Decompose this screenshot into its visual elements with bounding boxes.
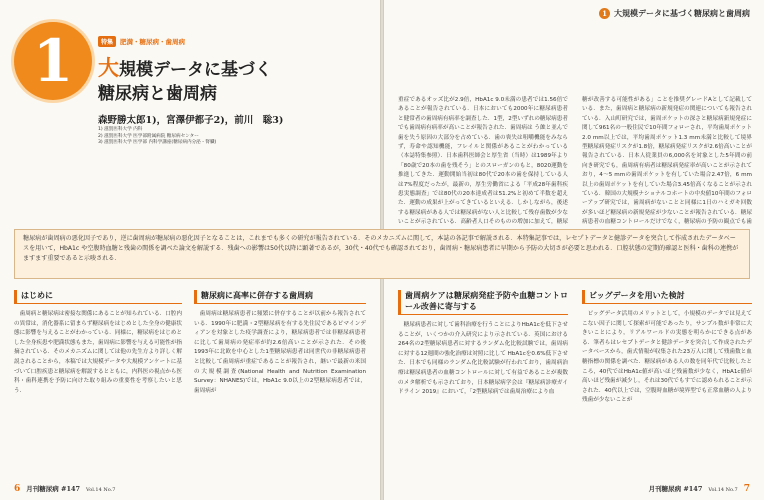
concurrent-heading: 糖尿病に高率に併存する歯周病 bbox=[194, 290, 366, 304]
intro-text: 歯周病と糖尿病は密接な関係にあることが知られている．口腔内の異常は，消化器系に留まらず糖尿病をはじめとした全身の健康状態に影響を与えることがわかっている．同様に，糖尿病をはじめとした全身疾患や肥満状態もまた，歯周病に影響を与える可能性が指摘されている．そのメカニズムに関しては他の先生方より詳しく解説されることから，本稿では大規模データや大規模アンケートに基づいて口腔疾患と糖尿病を解説するとともに，内科医の視点から医科・歯科連携を予防に向けた取り組みの重要性を考察したいと思う． bbox=[14, 311, 182, 394]
affiliations bbox=[98, 127, 216, 147]
title-line1: 規模データに基づく bbox=[119, 60, 272, 80]
right-top-column-1 bbox=[398, 96, 568, 226]
category-tag: 特集 bbox=[98, 36, 116, 47]
authors: 森野勝太郎1)，宮澤伊都子2)，前川 聡3) bbox=[98, 115, 284, 126]
right-footer bbox=[649, 484, 750, 494]
running-title: 大規模データに基づく糖尿病と歯周病 bbox=[614, 8, 750, 18]
title-line2: 糖尿病と歯周病 bbox=[98, 84, 217, 104]
category-text: 肥満・糖尿病・歯周病 bbox=[120, 38, 186, 46]
chapter-number-badge: 1 bbox=[14, 22, 92, 100]
left-page-number: 6 bbox=[14, 484, 21, 494]
bigdata-heading: ビッグデータを用いた検討 bbox=[582, 290, 752, 304]
right-page-number: 7 bbox=[743, 484, 750, 494]
affiliation-3: 3) 滋賀医科大学 医学部 内科学講座(糖尿病内分泌・腎臓) bbox=[98, 140, 217, 145]
chapter-number-icon: 1 bbox=[599, 8, 610, 19]
abstract-box: 糖尿病が歯周病の悪化因子であり，逆に歯周病が糖尿病の悪化因子となることは，これまでも多くの研究が報告されている．そのメカニズムに関して，本誌の各記事で解説される．本特集記事では，レセプトデータと健診データを突合して作成されたデータベースを用いて，HbA1c や空腹時血糖と残歯の関係を調べた論文を解説する．残歯への影響は50代以降に顕著であるが，30代・40代でも確認されており，歯周病・糖尿病患者に早期から予防の大切さが必要と思われる．口腔状態の定期的確認と医科・歯科の連携がますます重要であると示唆される． bbox=[14, 229, 750, 279]
care-heading: 歯周病ケアは糖尿病発症予防や血糖コントロール改善に寄与する bbox=[398, 290, 568, 315]
care-column bbox=[398, 290, 568, 480]
affiliation-1: 1) 滋賀医科大学 内科 bbox=[98, 127, 143, 132]
right-top-text-1: 重症であるオッズ比が2.9倍，HbA1c 9.0未満の患者では1.56倍であることが報告されている．日本においても2000年に糖尿病患者と健常者の歯周病有病率を調査した．1型，2型いずれの糖尿病患者でも歯周病有病率が高いことが報告された．歯周病は う蝕と並んで歯を失う原因の大部分を占めている．歯の喪失は咀嚼機能をみならず，寿命や認知機能，フレイルと関係があることがわかっている（本誌特集参照）．日本歯科医師会と厚生省（当時）は1989年より「80歳で20本の歯を残そう」とのスローガンのもと，8020運動を推進してきた．運動開始当初は80代で20本の歯を保持している人は7%程度だったが，最新の，厚生労働省による「平成28年歯科疾患実態調査」では80代の20本達成者は51.2%と初めて半数を超えた．運動の成果が上がってきているといえる．しかしながら，後述する糖尿病がある人では糖尿病がない人と比較して残存歯数が少ないことが示されている．高齢者人口そのものの増加に加えて，糖尿 bbox=[398, 97, 568, 226]
category-label bbox=[98, 36, 185, 47]
right-top-text-2: 糖が改善する可能性がある」ことを推奨グレードAとして記載している．また，歯周病と糖尿病の新規発症の関連についても報告されている．入山町研究では，歯周ポケットの深さと糖尿病新規発症に関して961名の一般住民で10年間フォローされ，平均歯周ポケット2.0 mm以上では，平均歯周ポケット1.3 mm未満と比較して境界型糖尿病発症リスクが1.8倍，糖尿病発症リスクが2.6倍高いことが報告されている．日本人従業員の6,000名を対象とした5年間の前向き研究でも，歯周病有病者は糖尿病発症率が高いことが示されており，4～5 mmの歯周ポケットを有していた場合2.47倍，6 mm以上の歯周ポケットを有していた場合3.45倍高くなることが示されている．韓国の大規模ナショナルコホートの中央値10年間のフォローアップ研究では，歯周病がないことと同様に1日のハミガキ回数が多いほど糖尿病の新規発症が少ないことが報告されている．糖尿病患者の血糖コントロールだけでなく，糖尿病の予防の観点でも歯 bbox=[582, 97, 752, 226]
left-footer bbox=[14, 484, 115, 494]
bigdata-text: ビッグデータ活用のメリットとして，小規模のデータでは見えてこない因子に関して探索が可能であったり，サンプル数が非常に大きいことにより，リアルワールドの実態を明らかにできる点がある．筆者らはレセプトデータと健診データを突合して作成されたデータベースから，歯式情報が収集された23万人に関して残歯数と血糖指標の関係を調べた．糖尿病がある人の数を同年代で比較したところ，40代ではHbA1c値が高いほど残歯数が少なく，HbA1c値が高いほど残歯が減少し，それは30代でもすでに認められることが示された．40代以上では，空腹時血糖が境界型でも正常血糖の人より残歯が少ないことが bbox=[582, 311, 752, 404]
right-journal: 月刊糖尿病 #147 bbox=[648, 485, 703, 493]
running-header bbox=[599, 8, 750, 19]
bigdata-column bbox=[582, 290, 752, 480]
left-volume: Vol.14 No.7 bbox=[86, 487, 116, 493]
intro-column bbox=[14, 290, 182, 480]
right-volume: Vol.14 No.7 bbox=[708, 487, 738, 493]
article-title bbox=[98, 56, 378, 106]
concurrent-text: 歯周病は糖尿病患者に頻繁に併存することが以前から報告されている．1990年に肥満・2型糖尿病を有する先住民であるピマインディアンを対象とした疫学調査により，糖尿病患者では非糖尿病患者に比して歯周病の発症率が約2.6倍高いことが示された．その後1993年に北欧を中心とした1型糖尿病患者は同世代の非糖尿病患者と比較して歯周病が重症であることが報告され，継いで最新の米国の大規模調査(National Health and Nutrition Examination Survey：NHANES)では，HbA1c 9.0以上の2型糖尿病患者では，歯周病が bbox=[194, 311, 366, 394]
intro-heading: はじめに bbox=[14, 290, 182, 304]
care-text: 糖尿病患者に対して歯科治療を行うことによりHbA1cを低下させることが，いくつかの介入研究により示されている．英国における264名の2型糖尿病患者に対するランダム化比較試験では，歯周病に対する12週間の強化治療は対照に比して HbA1cを0.6%低下させた．日本でも同様のランダム化比較試験が行われており，歯周病治療は糖尿病患者の血糖コントロールに対して有益であることが複数のメタ解析でも示されており，日本糖尿病学会は『糖尿病診療ガイドライン 2019』において，「2型糖尿病では歯周治療により血 bbox=[398, 322, 568, 396]
right-top-column-2 bbox=[582, 96, 752, 226]
left-journal: 月刊糖尿病 #147 bbox=[26, 485, 81, 493]
title-first-char: 大 bbox=[98, 55, 119, 80]
concurrent-column bbox=[194, 290, 366, 480]
affiliation-2: 2) 滋賀医科大学 医学部附属病院 糖尿病センター bbox=[98, 133, 199, 139]
